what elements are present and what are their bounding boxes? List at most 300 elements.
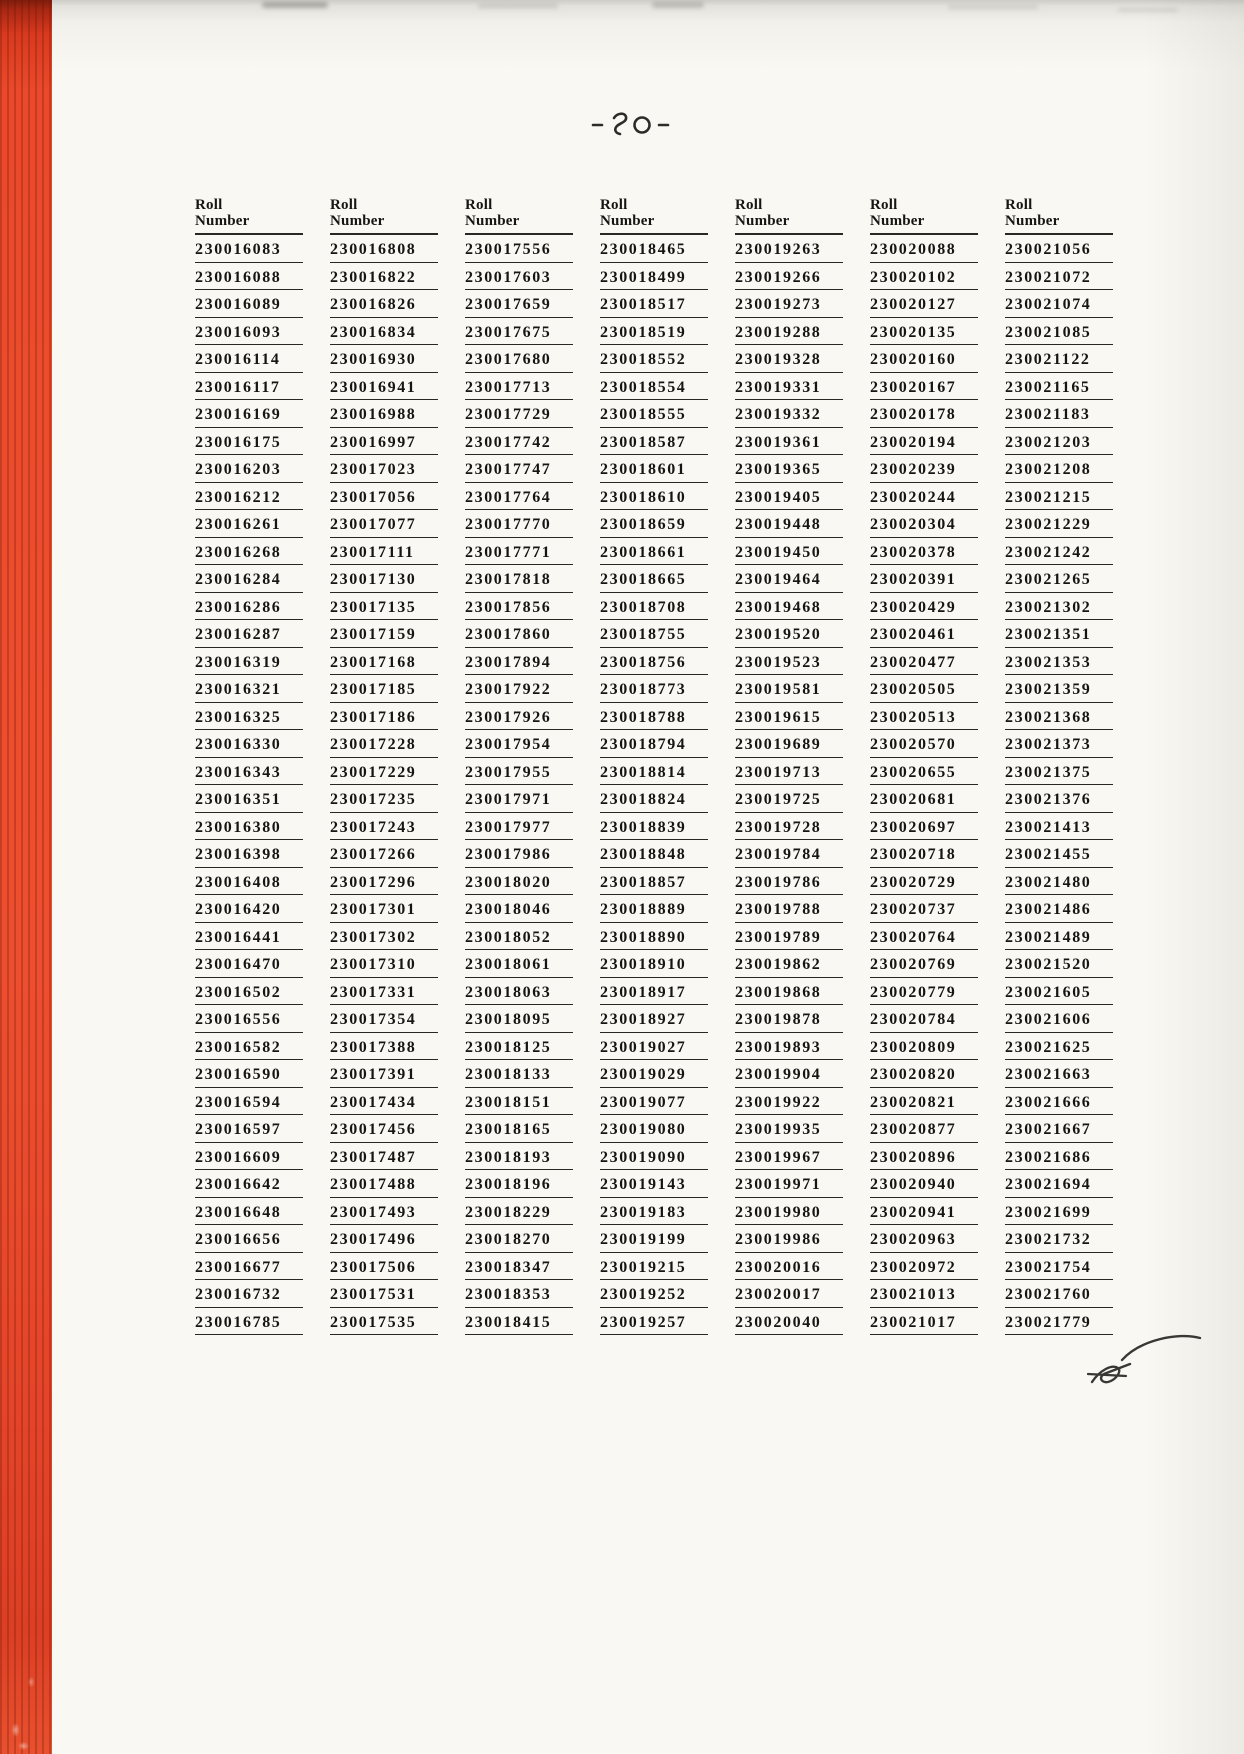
roll-number-cell: 230017818 (465, 565, 573, 593)
roll-number-cell: 230016380 (195, 813, 303, 841)
roll-number-cell: 230021072 (1005, 263, 1113, 291)
roll-number-cell: 230016351 (195, 785, 303, 813)
roll-number-cell: 230018890 (600, 923, 708, 951)
roll-number-cell: 230018756 (600, 648, 708, 676)
roll-number-cell: 230020194 (870, 428, 978, 456)
roll-number-cell: 230016083 (195, 235, 303, 263)
roll-number-cell: 230017301 (330, 895, 438, 923)
roll-number-cell: 230021489 (1005, 923, 1113, 951)
roll-number-cell: 230018270 (465, 1225, 573, 1253)
roll-number-cell: 230017556 (465, 235, 573, 263)
roll-number-cell: 230017135 (330, 593, 438, 621)
roll-number-cell: 230021165 (1005, 373, 1113, 401)
roll-number-cell: 230017659 (465, 290, 573, 318)
roll-number-cell: 230019027 (600, 1033, 708, 1061)
roll-number-cell: 230016169 (195, 400, 303, 428)
scan-smudge (478, 4, 558, 8)
roll-number-cell: 230020941 (870, 1198, 978, 1226)
roll-number-cell: 230021732 (1005, 1225, 1113, 1253)
roll-number-cell: 230016093 (195, 318, 303, 346)
column-header (1005, 197, 1113, 235)
roll-number-cell: 230018095 (465, 1005, 573, 1033)
roll-number-cell: 230019328 (735, 345, 843, 373)
roll-number-cell: 230017186 (330, 703, 438, 731)
roll-number-cell: 230018499 (600, 263, 708, 291)
roll-number-cell: 230019077 (600, 1088, 708, 1116)
roll-number-cell: 230016502 (195, 978, 303, 1006)
roll-number-cell: 230019263 (735, 235, 843, 263)
roll-number-cell: 230019266 (735, 263, 843, 291)
roll-number-cell: 230019935 (735, 1115, 843, 1143)
roll-number-cell: 230020972 (870, 1253, 978, 1281)
roll-number-cell: 230021455 (1005, 840, 1113, 868)
roll-number-cell: 230020877 (870, 1115, 978, 1143)
roll-number-cell: 230017675 (465, 318, 573, 346)
roll-number-cell: 230019581 (735, 675, 843, 703)
roll-number-cell: 230018353 (465, 1280, 573, 1308)
roll-number-cell: 230016420 (195, 895, 303, 923)
roll-number-cell: 230017228 (330, 730, 438, 758)
roll-number-cell: 230016590 (195, 1060, 303, 1088)
roll-number-cell: 230018133 (465, 1060, 573, 1088)
roll-number-cell: 230019789 (735, 923, 843, 951)
roll-number-cell: 230017235 (330, 785, 438, 813)
scan-smudge (652, 2, 704, 8)
column-header (735, 197, 843, 235)
roll-number-cell: 230016785 (195, 1308, 303, 1336)
roll-number-cell: 230016988 (330, 400, 438, 428)
roll-number-cell: 230017506 (330, 1253, 438, 1281)
roll-number-cell: 230017229 (330, 758, 438, 786)
scan-smudge (262, 2, 328, 8)
roll-number-cell: 230017159 (330, 620, 438, 648)
roll-number-cell: 230016321 (195, 675, 303, 703)
roll-number-cell: 230021480 (1005, 868, 1113, 896)
roll-number-cell: 230017860 (465, 620, 573, 648)
roll-number-cell: 230017266 (330, 840, 438, 868)
roll-number-cell: 230018165 (465, 1115, 573, 1143)
roll-number-cell: 230020391 (870, 565, 978, 593)
roll-number-column (330, 197, 438, 1335)
roll-number-cell: 230021013 (870, 1280, 978, 1308)
roll-number-cell: 230020820 (870, 1060, 978, 1088)
roll-number-cell: 230018661 (600, 538, 708, 566)
roll-number-cell: 230018125 (465, 1033, 573, 1061)
roll-number-cell: 230020505 (870, 675, 978, 703)
roll-number-cell: 230020040 (735, 1308, 843, 1336)
roll-number-cell: 230016175 (195, 428, 303, 456)
roll-number-cell: 230016834 (330, 318, 438, 346)
roll-number-cell: 230016822 (330, 263, 438, 291)
roll-number-cell: 230018601 (600, 455, 708, 483)
roll-number-cell: 230016089 (195, 290, 303, 318)
roll-number-cell: 230017926 (465, 703, 573, 731)
column-header-line1: Roll (870, 197, 898, 213)
roll-number-cell: 230016408 (195, 868, 303, 896)
roll-number-cell: 230018824 (600, 785, 708, 813)
column-header-line2: Number (600, 213, 655, 229)
roll-number-cell: 230021666 (1005, 1088, 1113, 1116)
roll-number-cell: 230017971 (465, 785, 573, 813)
roll-number-cell: 230017493 (330, 1198, 438, 1226)
roll-number-cell: 230018889 (600, 895, 708, 923)
column-header (870, 197, 978, 235)
roll-number-cell: 230020461 (870, 620, 978, 648)
column-header (465, 197, 573, 235)
roll-number-cell: 230017603 (465, 263, 573, 291)
roll-number-cell: 230016732 (195, 1280, 303, 1308)
roll-number-cell: 230021215 (1005, 483, 1113, 511)
roll-number-cell: 230019080 (600, 1115, 708, 1143)
roll-number-cell: 230020570 (870, 730, 978, 758)
roll-number-cell: 230018708 (600, 593, 708, 621)
roll-number-cell: 230017391 (330, 1060, 438, 1088)
roll-number-cell: 230016330 (195, 730, 303, 758)
roll-number-cell: 230017487 (330, 1143, 438, 1171)
roll-number-cell: 230018552 (600, 345, 708, 373)
roll-number-cell: 230021265 (1005, 565, 1113, 593)
roll-number-column (195, 197, 303, 1335)
page-number (585, 104, 685, 144)
roll-number-cell: 230019273 (735, 290, 843, 318)
roll-number-cell: 230016203 (195, 455, 303, 483)
roll-number-cell: 230020304 (870, 510, 978, 538)
roll-number-cell: 230019183 (600, 1198, 708, 1226)
roll-number-cell: 230017713 (465, 373, 573, 401)
roll-number-cell: 230018519 (600, 318, 708, 346)
roll-number-cell: 230019405 (735, 483, 843, 511)
roll-number-cell: 230018229 (465, 1198, 573, 1226)
column-header (330, 197, 438, 235)
roll-number-cell: 230020729 (870, 868, 978, 896)
roll-number-cell: 230017111 (330, 538, 438, 566)
roll-number-cell: 230019450 (735, 538, 843, 566)
roll-number-cell: 230018814 (600, 758, 708, 786)
roll-number-cell: 230020681 (870, 785, 978, 813)
column-header-line1: Roll (1005, 197, 1033, 213)
roll-number-cell: 230021606 (1005, 1005, 1113, 1033)
column-header-line1: Roll (600, 197, 628, 213)
roll-number-cell: 230020513 (870, 703, 978, 731)
roll-number-column (870, 197, 978, 1335)
roll-number-cell: 230019448 (735, 510, 843, 538)
roll-number-cell: 230021699 (1005, 1198, 1113, 1226)
roll-number-cell: 230017168 (330, 648, 438, 676)
roll-number-cell: 230021667 (1005, 1115, 1113, 1143)
roll-number-cell: 230019468 (735, 593, 843, 621)
roll-number-cell: 230019332 (735, 400, 843, 428)
roll-number-cell: 230016117 (195, 373, 303, 401)
roll-number-cell: 230018415 (465, 1308, 573, 1336)
roll-number-cell: 230020737 (870, 895, 978, 923)
scan-smudge (1118, 8, 1178, 12)
roll-number-cell: 230017077 (330, 510, 438, 538)
roll-number-cell: 230019971 (735, 1170, 843, 1198)
roll-number-cell: 230017771 (465, 538, 573, 566)
roll-number-cell: 230017488 (330, 1170, 438, 1198)
roll-number-cell: 230019199 (600, 1225, 708, 1253)
roll-number-cell: 230017056 (330, 483, 438, 511)
roll-number-cell: 230018610 (600, 483, 708, 511)
roll-number-cell: 230016677 (195, 1253, 303, 1281)
roll-number-cell: 230020764 (870, 923, 978, 951)
roll-number-cell: 230019986 (735, 1225, 843, 1253)
roll-number-cell: 230018554 (600, 373, 708, 401)
roll-number-cell: 230019786 (735, 868, 843, 896)
roll-number-cell: 230018151 (465, 1088, 573, 1116)
roll-number-cell: 230016609 (195, 1143, 303, 1171)
roll-number-cell: 230017388 (330, 1033, 438, 1061)
roll-number-cell: 230019725 (735, 785, 843, 813)
roll-number-cell: 230017354 (330, 1005, 438, 1033)
roll-number-cell: 230021413 (1005, 813, 1113, 841)
roll-number-cell: 230019689 (735, 730, 843, 758)
roll-number-cell: 230017310 (330, 950, 438, 978)
roll-number-cell: 230021754 (1005, 1253, 1113, 1281)
roll-number-cell: 230021686 (1005, 1143, 1113, 1171)
roll-number-cell: 230019143 (600, 1170, 708, 1198)
roll-number-cell: 230020821 (870, 1088, 978, 1116)
roll-number-column (735, 197, 843, 1335)
column-header-line1: Roll (330, 197, 358, 213)
roll-number-cell: 230019520 (735, 620, 843, 648)
roll-number-cell: 230017496 (330, 1225, 438, 1253)
roll-number-cell: 230021017 (870, 1308, 978, 1336)
column-header (195, 197, 303, 235)
roll-number-cell: 230017922 (465, 675, 573, 703)
roll-number-cell: 230017296 (330, 868, 438, 896)
roll-number-cell: 230016648 (195, 1198, 303, 1226)
roll-number-cell: 230017023 (330, 455, 438, 483)
roll-number-cell: 230016325 (195, 703, 303, 731)
roll-number-cell: 230021351 (1005, 620, 1113, 648)
roll-number-cell: 230016398 (195, 840, 303, 868)
roll-number-cell: 230018465 (600, 235, 708, 263)
roll-number-column (1005, 197, 1113, 1335)
roll-number-cell: 230021229 (1005, 510, 1113, 538)
page-number-glyph (587, 104, 683, 144)
roll-number-cell: 230019980 (735, 1198, 843, 1226)
roll-number-cell: 230020779 (870, 978, 978, 1006)
roll-number-cell: 230017955 (465, 758, 573, 786)
roll-number-cell: 230020239 (870, 455, 978, 483)
roll-number-cell: 230021183 (1005, 400, 1113, 428)
roll-number-cell: 230016470 (195, 950, 303, 978)
roll-number-cell: 230019862 (735, 950, 843, 978)
column-header (600, 197, 708, 235)
column-header-line1: Roll (735, 197, 763, 213)
roll-number-cell: 230017986 (465, 840, 573, 868)
roll-number-cell: 230016594 (195, 1088, 303, 1116)
roll-number-cell: 230021353 (1005, 648, 1113, 676)
column-header-line2: Number (195, 213, 250, 229)
roll-number-cell: 230017531 (330, 1280, 438, 1308)
roll-number-cell: 230020896 (870, 1143, 978, 1171)
column-header-line2: Number (870, 213, 925, 229)
roll-number-cell: 230019257 (600, 1308, 708, 1336)
roll-number-cell: 230016997 (330, 428, 438, 456)
roll-number-cell: 230018061 (465, 950, 573, 978)
roll-number-cell: 230021122 (1005, 345, 1113, 373)
roll-number-cell: 230021694 (1005, 1170, 1113, 1198)
roll-number-cell: 230019868 (735, 978, 843, 1006)
roll-number-cell: 230020178 (870, 400, 978, 428)
roll-number-cell: 230018046 (465, 895, 573, 923)
roll-number-cell: 230019215 (600, 1253, 708, 1281)
roll-number-cell: 230021242 (1005, 538, 1113, 566)
roll-number-cell: 230020016 (735, 1253, 843, 1281)
roll-number-cell: 230017764 (465, 483, 573, 511)
roll-number-cell: 230018555 (600, 400, 708, 428)
roll-number-cell: 230019788 (735, 895, 843, 923)
roll-number-cell: 230018839 (600, 813, 708, 841)
roll-number-cell: 230016114 (195, 345, 303, 373)
roll-number-cell: 230019365 (735, 455, 843, 483)
scan-smudge (948, 5, 1038, 9)
roll-number-cell: 230017302 (330, 923, 438, 951)
roll-number-cell: 230020160 (870, 345, 978, 373)
roll-number-cell: 230019967 (735, 1143, 843, 1171)
roll-number-cell: 230016088 (195, 263, 303, 291)
roll-number-cell: 230020167 (870, 373, 978, 401)
roll-number-cell: 230021663 (1005, 1060, 1113, 1088)
roll-number-cell: 230021302 (1005, 593, 1113, 621)
roll-number-cell: 230021520 (1005, 950, 1113, 978)
roll-number-cell: 230017742 (465, 428, 573, 456)
roll-number-cell: 230018052 (465, 923, 573, 951)
roll-number-cell: 230019904 (735, 1060, 843, 1088)
roll-number-cell: 230020429 (870, 593, 978, 621)
roll-number-cell: 230018788 (600, 703, 708, 731)
roll-number-cell: 230020135 (870, 318, 978, 346)
roll-number-cell: 230019288 (735, 318, 843, 346)
roll-number-cell: 230018917 (600, 978, 708, 1006)
column-header-line2: Number (735, 213, 790, 229)
roll-number-cell: 230016287 (195, 620, 303, 648)
roll-number-cell: 230020655 (870, 758, 978, 786)
roll-number-cell: 230016826 (330, 290, 438, 318)
roll-number-cell: 230016941 (330, 373, 438, 401)
roll-number-cell: 230019713 (735, 758, 843, 786)
signature-mark (1078, 1330, 1208, 1420)
roll-number-cell: 230021203 (1005, 428, 1113, 456)
roll-number-cell: 230018587 (600, 428, 708, 456)
roll-number-cell: 230016556 (195, 1005, 303, 1033)
roll-number-cell: 230020244 (870, 483, 978, 511)
column-header-line1: Roll (465, 197, 493, 213)
roll-number-cell: 230019464 (735, 565, 843, 593)
roll-number-cell: 230017729 (465, 400, 573, 428)
roll-number-cell: 230017747 (465, 455, 573, 483)
roll-number-cell: 230017434 (330, 1088, 438, 1116)
roll-number-cell: 230018063 (465, 978, 573, 1006)
roll-number-cell: 230017770 (465, 510, 573, 538)
roll-number-cell: 230019361 (735, 428, 843, 456)
roll-number-cell: 230017535 (330, 1308, 438, 1336)
roll-number-cell: 230018347 (465, 1253, 573, 1281)
roll-number-cell: 230019523 (735, 648, 843, 676)
roll-number-cell: 230021375 (1005, 758, 1113, 786)
roll-number-column (465, 197, 573, 1335)
roll-number-cell: 230018193 (465, 1143, 573, 1171)
roll-number-cell: 230020809 (870, 1033, 978, 1061)
roll-number-cell: 230016582 (195, 1033, 303, 1061)
roll-number-cell: 230018857 (600, 868, 708, 896)
roll-number-cell: 230016319 (195, 648, 303, 676)
roll-number-cell: 230021760 (1005, 1280, 1113, 1308)
column-header-line2: Number (1005, 213, 1060, 229)
roll-number-cell: 230021376 (1005, 785, 1113, 813)
roll-number-cell: 230021056 (1005, 235, 1113, 263)
roll-number-cell: 230017977 (465, 813, 573, 841)
roll-number-cell: 230019252 (600, 1280, 708, 1308)
roll-number-cell: 230021085 (1005, 318, 1113, 346)
roll-number-cell: 230020017 (735, 1280, 843, 1308)
roll-number-cell: 230016286 (195, 593, 303, 621)
roll-number-cell: 230021605 (1005, 978, 1113, 1006)
roll-number-cell: 230016597 (195, 1115, 303, 1143)
roll-number-cell: 230021368 (1005, 703, 1113, 731)
roll-number-cell: 230018794 (600, 730, 708, 758)
roll-number-cell: 230016441 (195, 923, 303, 951)
column-header-line1: Roll (195, 197, 223, 213)
book-edge-strip (0, 0, 52, 1754)
roll-number-cell: 230018773 (600, 675, 708, 703)
roll-number-cell: 230021074 (1005, 290, 1113, 318)
roll-number-cell: 230016808 (330, 235, 438, 263)
roll-number-cell: 230020378 (870, 538, 978, 566)
roll-number-cell: 230018755 (600, 620, 708, 648)
roll-number-cell: 230018910 (600, 950, 708, 978)
roll-number-cell: 230016268 (195, 538, 303, 566)
roll-number-cell: 230019615 (735, 703, 843, 731)
column-header-line2: Number (465, 213, 520, 229)
roll-number-cell: 230021208 (1005, 455, 1113, 483)
roll-number-cell: 230016284 (195, 565, 303, 593)
roll-number-cell: 230016642 (195, 1170, 303, 1198)
roll-number-column (600, 197, 708, 1335)
roll-number-cell: 230018848 (600, 840, 708, 868)
roll-number-cell: 230018020 (465, 868, 573, 896)
roll-number-cell: 230018665 (600, 565, 708, 593)
roll-number-cell: 230021486 (1005, 895, 1113, 923)
roll-number-cell: 230017954 (465, 730, 573, 758)
roll-number-cell: 230020477 (870, 648, 978, 676)
roll-number-cell: 230017856 (465, 593, 573, 621)
roll-number-cell: 230016212 (195, 483, 303, 511)
roll-number-cell: 230019090 (600, 1143, 708, 1171)
roll-number-cell: 230016930 (330, 345, 438, 373)
roll-number-cell: 230017243 (330, 813, 438, 841)
roll-number-cell: 230017130 (330, 565, 438, 593)
roll-number-cell: 230018927 (600, 1005, 708, 1033)
roll-number-cell: 230017331 (330, 978, 438, 1006)
roll-number-cell: 230021359 (1005, 675, 1113, 703)
roll-number-cell: 230019728 (735, 813, 843, 841)
roll-number-cell: 230016261 (195, 510, 303, 538)
handwritten-initial-icon (1078, 1330, 1208, 1420)
roll-number-cell: 230016656 (195, 1225, 303, 1253)
roll-number-cell: 230017185 (330, 675, 438, 703)
roll-number-cell: 230019331 (735, 373, 843, 401)
roll-number-cell: 230021779 (1005, 1308, 1113, 1336)
roll-number-table (195, 197, 1113, 1335)
roll-number-cell: 230019029 (600, 1060, 708, 1088)
roll-number-cell: 230021625 (1005, 1033, 1113, 1061)
roll-number-cell: 230018196 (465, 1170, 573, 1198)
roll-number-cell: 230020718 (870, 840, 978, 868)
roll-number-cell: 230017680 (465, 345, 573, 373)
